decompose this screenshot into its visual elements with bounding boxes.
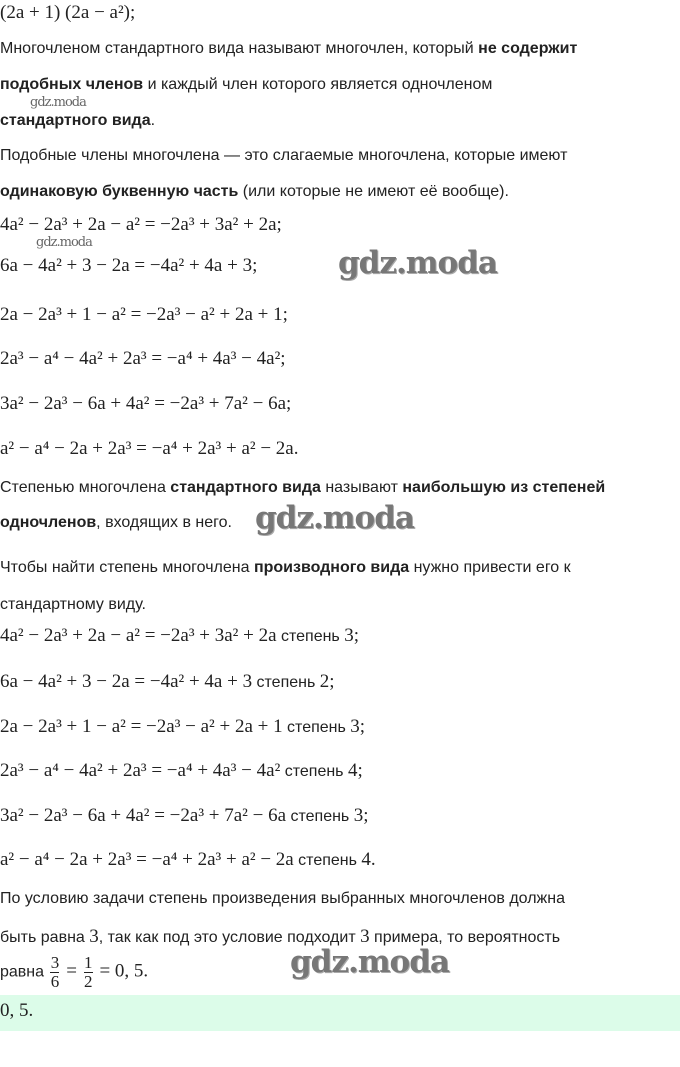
bold-text: стандартного вида [0, 112, 151, 129]
watermark: gdz.moda [338, 245, 497, 281]
degree-label: степень [286, 808, 354, 825]
probability-line [0, 954, 148, 991]
degree-value: 3; [353, 805, 369, 826]
equation: 2a³ − a⁴ − 4a² + 2a³ = −a⁴ + 4a³ − 4a² [0, 760, 281, 781]
definition-line [0, 112, 155, 130]
watermark: gdz.moda [36, 235, 92, 250]
degree-value: 4; [347, 760, 363, 781]
text: , так как под это условие подходит [98, 929, 361, 946]
text: примера, то вероятность [369, 929, 561, 946]
conclusion-line [0, 926, 560, 948]
degree-equation [0, 671, 335, 693]
equation: 3a² − 2a³ − 6a + 4a² = −2a³ + 7a² − 6a; [0, 393, 292, 414]
definition-line [0, 40, 577, 58]
text: . [150, 112, 156, 129]
equals: = [61, 960, 82, 982]
number: 3 [360, 926, 370, 947]
equation: 2a³ − a⁴ − 4a² + 2a³ = −a⁴ + 4a³ − 4a²; [0, 348, 286, 369]
numerator: 1 [83, 953, 93, 972]
degree-label: степень [293, 852, 362, 869]
bold-text: одинаковую буквенную часть [0, 183, 239, 200]
degree-definition-line [0, 479, 605, 497]
degree-label: степень [280, 763, 348, 780]
equation: 6a − 4a² + 3 − 2a = −4a² + 4a + 3; [0, 255, 258, 276]
result: = 0, 5. [94, 960, 149, 982]
method-line [0, 559, 571, 577]
degree-equation [0, 625, 359, 647]
degree-value: 2; [319, 671, 335, 692]
bold-text: не содержит [478, 40, 578, 57]
numerator: 3 [50, 953, 60, 972]
text: нужно привести его к [409, 559, 571, 576]
bold-text: наибольшую из степеней [402, 479, 606, 496]
equation: 3a² − 2a³ − 6a + 4a² = −2a³ + 7a² − 6a [0, 805, 287, 826]
product-expression: (2a + 1) (2a − a²); [0, 2, 136, 23]
bold-text: одночленов [0, 514, 97, 531]
text: быть равна [0, 929, 90, 946]
similar-terms-line [0, 183, 509, 201]
number: 3 [89, 926, 99, 947]
text: называют [320, 479, 403, 496]
equation: 4a² − 2a³ + 2a − a² = −2a³ + 3a² + 2a; [0, 214, 282, 235]
method-line: стандартному виду. [0, 596, 146, 613]
conclusion-line: По условию задачи степень произведения выбранных многочленов должна [0, 890, 565, 907]
equation: 4a² − 2a³ + 2a − a² = −2a³ + 3a² + 2a [0, 625, 277, 646]
degree-label: степень [282, 719, 351, 736]
degree-equation [0, 805, 368, 827]
answer-text: 0, 5. [0, 1000, 34, 1021]
denominator: 2 [83, 972, 93, 991]
text: , входящих в него. [96, 514, 232, 531]
text: Чтобы найти степень многочлена [0, 559, 254, 576]
watermark: gdz.moda [290, 944, 449, 980]
text: (или которые не имеют её вообще). [238, 183, 509, 200]
definition-line [0, 76, 492, 94]
bold-text: производного вида [253, 559, 410, 576]
degree-equation [0, 849, 376, 871]
degree-value: 4. [361, 849, 376, 870]
equation: 2a − 2a³ + 1 − a² = −2a³ − a² + 2a + 1; [0, 304, 288, 325]
text: Степенью многочлена [0, 479, 171, 496]
equation: 6a − 4a² + 3 − 2a = −4a² + 4a + 3 [0, 671, 253, 692]
fraction [50, 954, 59, 991]
degree-label: степень [276, 628, 345, 645]
similar-terms-line: Подобные члены многочлена — это слагаемые многочлена, которые имеют [0, 147, 568, 164]
denominator: 6 [50, 972, 60, 991]
text: равна [0, 963, 49, 981]
watermark: gdz.moda [255, 500, 414, 536]
text: Многочленом стандартного вида называют многочлен, который [0, 40, 479, 57]
degree-equation [0, 716, 365, 738]
equation: a² − a⁴ − 2a + 2a³ = −a⁴ + 2a³ + a² − 2a [0, 849, 294, 870]
watermark: gdz.moda [30, 95, 86, 110]
degree-value: 3; [344, 625, 359, 646]
degree-label: степень [252, 674, 320, 691]
equation: a² − a⁴ − 2a + 2a³ = −a⁴ + 2a³ + a² − 2a. [0, 438, 299, 459]
text: и каждый член которого является одночленом [143, 76, 493, 93]
degree-value: 3; [350, 716, 366, 737]
fraction [84, 954, 93, 991]
bold-text: подобных членов [0, 76, 144, 93]
bold-text: стандартного вида [170, 479, 321, 496]
answer-box [0, 995, 680, 1031]
degree-definition-line [0, 514, 232, 532]
equation: 2a − 2a³ + 1 − a² = −2a³ − a² + 2a + 1 [0, 716, 283, 737]
degree-equation [0, 760, 363, 782]
